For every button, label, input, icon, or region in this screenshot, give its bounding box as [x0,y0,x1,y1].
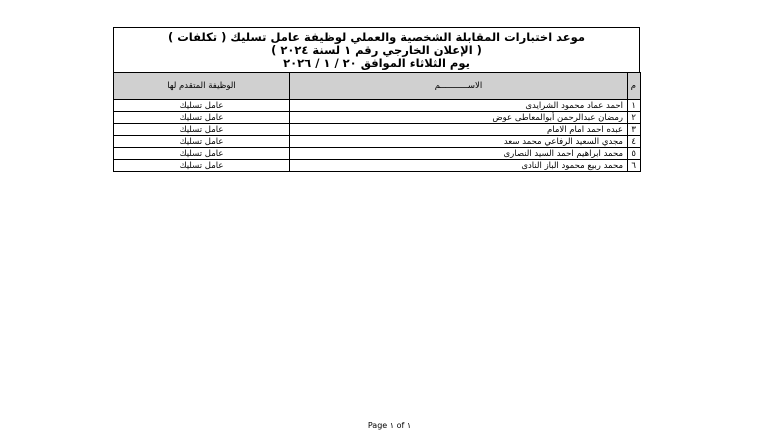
title-box [113,27,640,72]
row-name: محمد ربيع محمود الباز النادى [290,160,628,172]
page-footer: Page ١ of ١ [367,421,412,430]
row-name: احمد عماد محمود الشرايدى [290,100,628,112]
row-name: عبده احمد امام الامام [290,124,628,136]
table-row [114,124,641,136]
row-name: مجدي السعيد الرفاعي محمد سعد [290,136,628,148]
title-line-2: ( الإعلان الخارجي رقم ١ لسنة ٢٠٢٤ ) [271,43,482,57]
table-row [114,100,641,112]
row-number: ١ [628,100,641,112]
row-job: عامل تسليك [114,100,290,112]
row-job: عامل تسليك [114,112,290,124]
table-row [114,112,641,124]
candidates-table [113,72,641,172]
title-line-1: موعد اختبارات المقابلة الشخصية والعملي لوظيفة عامل تسليك ( تكلفات ) [167,30,585,44]
row-name: رمضان عبدالرحمن أبوالمعاطى عوض [290,112,628,124]
table-row [114,148,641,160]
row-number: ٤ [628,136,641,148]
row-job: عامل تسليك [114,136,290,148]
col-header-job: الوظيفة المتقدم لها [114,73,290,100]
row-name: محمد ابراهيم احمد السيد النصارى [290,148,628,160]
row-number: ٥ [628,148,641,160]
row-number: ٢ [628,112,641,124]
row-number: ٣ [628,124,641,136]
schedule-sheet [113,27,640,172]
row-job: عامل تسليك [114,160,290,172]
row-number: ٦ [628,160,641,172]
table-row [114,160,641,172]
row-job: عامل تسليك [114,124,290,136]
col-header-name: الاســـــــــــم [290,73,628,100]
title-line-3: يوم الثلاثاء الموافق ٢٠ / ١ / ٢٠٢٦ [283,56,470,70]
row-job: عامل تسليك [114,148,290,160]
table-header-row [114,73,641,100]
table-row [114,136,641,148]
col-header-number: م [628,73,641,100]
